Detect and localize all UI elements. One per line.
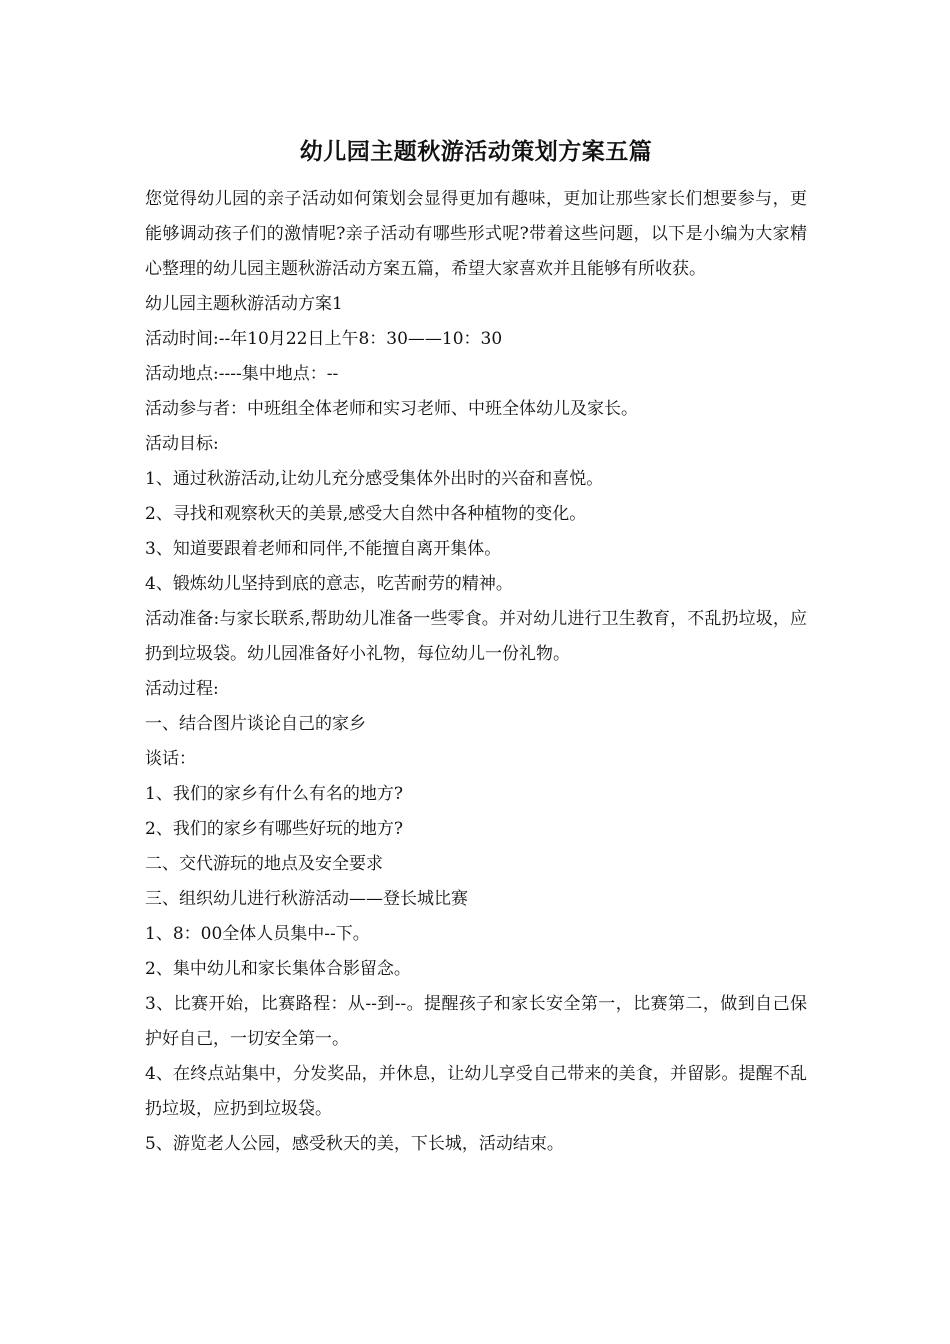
activity-participants: 活动参与者：中班组全体老师和实习老师、中班全体幼儿及家长。 xyxy=(145,399,638,419)
activity-time: 活动时间:--年10月22日上午8：30——10：30 xyxy=(145,329,503,349)
activity-location: 活动地点:----集中地点：-- xyxy=(145,364,339,384)
process-heading: 活动过程: xyxy=(145,679,219,699)
plan-heading: 幼儿园主题秋游活动方案1 xyxy=(145,294,343,314)
document-title: 幼儿园主题秋游活动策划方案五篇 xyxy=(299,138,653,165)
step-item-5: 5、游览老人公园，感受秋天的美，下长城，活动结束。 xyxy=(145,1134,564,1154)
goal-item-1: 1、通过秋游活动,让幼儿充分感受集体外出时的兴奋和喜悦。 xyxy=(145,469,604,489)
goal-item-4: 4、锻炼幼儿坚持到底的意志，吃苦耐劳的精神。 xyxy=(145,574,513,594)
talk-heading: 谈话： xyxy=(145,749,196,769)
preparation-paragraph: 活动准备:与家长联系,帮助幼儿准备一些零食。并对幼儿进行卫生教育，不乱扔垃圾，应扔到垃圾袋。幼儿园准备好小礼物，每位幼儿一份礼物。 xyxy=(145,609,807,664)
process-section-3: 三、组织幼儿进行秋游活动——登长城比赛 xyxy=(145,889,468,909)
goal-item-3: 3、知道要跟着老师和同伴,不能擅自离开集体。 xyxy=(145,539,502,559)
step-item-2: 2、集中幼儿和家长集体合影留念。 xyxy=(145,959,411,979)
goals-heading: 活动目标: xyxy=(145,434,219,454)
document-page xyxy=(145,132,807,1162)
process-section-1: 一、结合图片谈论自己的家乡 xyxy=(145,714,366,734)
process-section-2: 二、交代游玩的地点及安全要求 xyxy=(145,854,383,874)
intro-paragraph: 您觉得幼儿园的亲子活动如何策划会显得更加有趣味，更加让那些家长们想要参与，更能够调动孩子们的激情呢?亲子活动有哪些形式呢?带着这些问题，以下是小编为大家精心整理的幼儿园主题秋游活动方案五篇，希望大家喜欢并且能够有所收获。 xyxy=(145,189,807,279)
step-item-4: 4、在终点站集中，分发奖品，并休息，让幼儿享受自己带来的美食，并留影。提醒不乱扔垃圾，应扔到垃圾袋。 xyxy=(145,1064,807,1119)
goal-item-2: 2、寻找和观察秋天的美景,感受大自然中各种植物的变化。 xyxy=(145,504,587,524)
talk-item-2: 2、我们的家乡有哪些好玩的地方? xyxy=(145,819,403,839)
step-item-1: 1、8：00全体人员集中--下。 xyxy=(145,924,370,944)
talk-item-1: 1、我们的家乡有什么有名的地方? xyxy=(145,784,403,804)
step-item-3: 3、比赛开始，比赛路程：从--到--。提醒孩子和家长安全第一，比赛第二，做到自己保护好自己，一切安全第一。 xyxy=(145,994,807,1049)
